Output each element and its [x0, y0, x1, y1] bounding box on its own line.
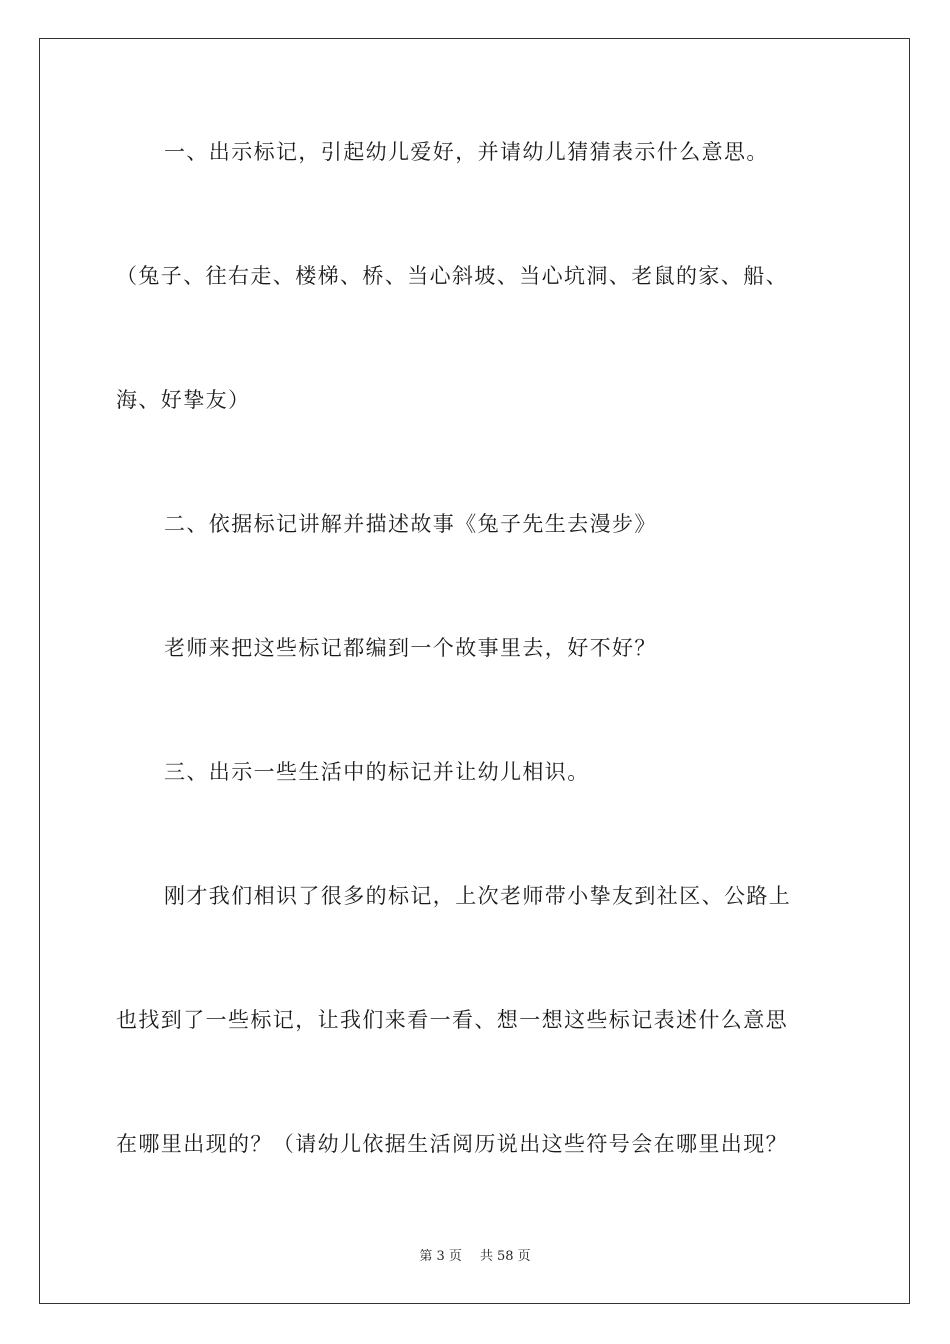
- paragraph-line-6: 三、出示一些生活中的标记并让幼儿相识。: [164, 760, 590, 784]
- paragraph-line-2: （兔子、往右走、楼梯、桥、当心斜坡、当心坑洞、老鼠的家、船、: [116, 264, 788, 288]
- paragraph-line-3: 海、好挚友）: [116, 388, 251, 412]
- paragraph-line-5: 老师来把这些标记都编到一个故事里去，好不好？: [164, 636, 657, 660]
- page-footer: [0, 1248, 950, 1266]
- paragraph-line-8: 也找到了一些标记，让我们来看一看、想一想这些标记表述什么意思: [116, 1008, 788, 1032]
- page-total: 共 58 页: [479, 1249, 531, 1264]
- paragraph-line-1: 一、出示标记，引起幼儿爱好，并请幼儿猜猜表示什么意思。: [164, 140, 769, 164]
- page-border: [39, 38, 910, 1304]
- paragraph-line-4: 二、依据标记讲解并描述故事《兔子先生去漫步》: [164, 512, 657, 536]
- paragraph-line-7: 刚才我们相识了很多的标记，上次老师带小挚友到社区、公路上: [164, 884, 792, 908]
- page-number: 第 3 页: [419, 1249, 462, 1264]
- paragraph-line-9: 在哪里出现的？（请幼儿依据生活阅历说出这些符号会在哪里出现？: [116, 1132, 788, 1156]
